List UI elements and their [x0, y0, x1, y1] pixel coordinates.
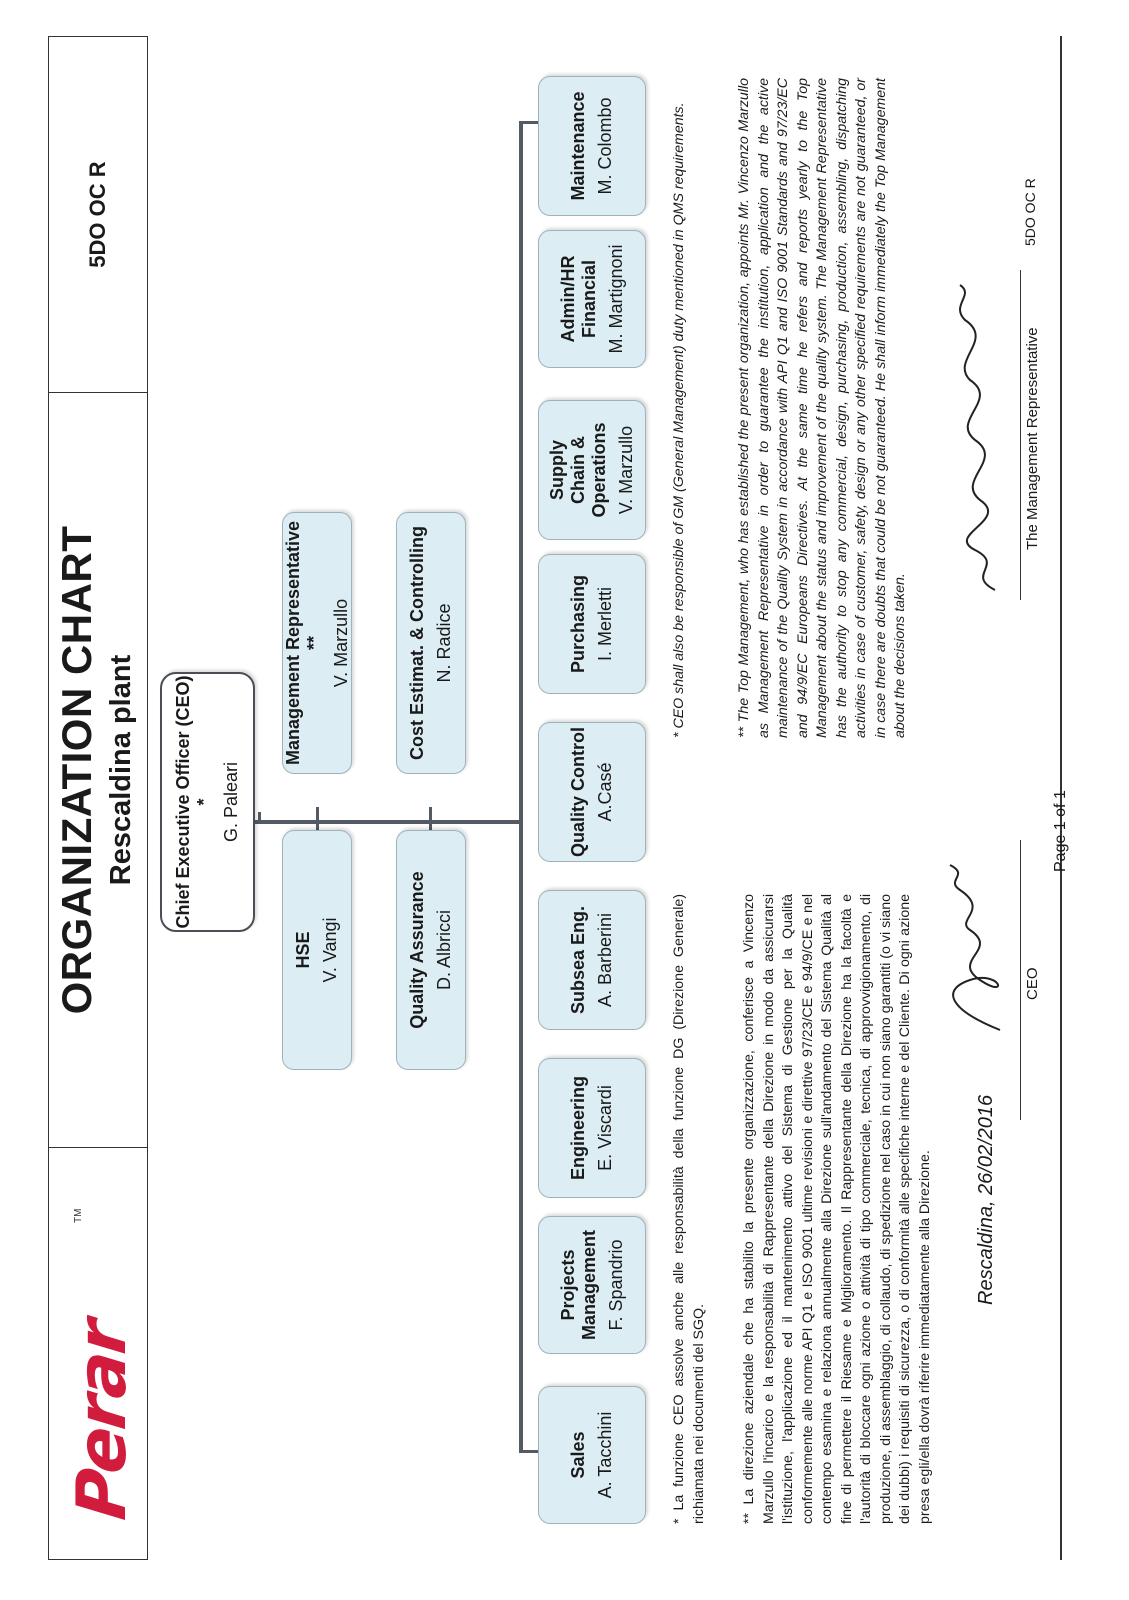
staff-name: V. Vangi	[320, 917, 340, 983]
dept-title: Admin/HR Financial	[557, 255, 599, 343]
ceo-signature-label: CEO	[1024, 967, 1041, 1000]
dept-title: Quality Control	[568, 727, 588, 857]
ceo-title: Chief Executive Officer (CEO) *	[173, 675, 214, 929]
dept-title: Supply Chain & Operations	[547, 422, 609, 518]
dept-title: Engineering	[568, 1076, 588, 1181]
dept-name: I. Merletti	[595, 587, 615, 662]
note-italian-ceo: * La funzione CEO assolve anche alle responsabilità della funzione DG (Direzione Generale) richiamata nei documenti del SGQ.	[671, 894, 707, 1524]
dept-box-purchasing	[538, 554, 646, 694]
staff-box-quality-assurance	[396, 830, 466, 1070]
perar-logo: Perar	[63, 1317, 142, 1524]
mr-branch-right	[258, 812, 261, 822]
dept-box-engineering	[538, 1058, 646, 1198]
logo-cell	[49, 1147, 147, 1559]
dept-name: E. Viscardi	[595, 1085, 615, 1171]
doc-code: 5DO OC R	[85, 161, 110, 268]
staff-box-hse	[282, 830, 352, 1070]
staff-name: D. Albricci	[434, 910, 454, 991]
ceo-trunk-line	[232, 820, 522, 824]
dept-name: A. Tacchini	[595, 1411, 615, 1499]
dept-box-quality-control	[538, 722, 646, 862]
page-subtitle: Rescaldina plant	[105, 654, 137, 886]
dept-box-sales	[538, 1386, 646, 1524]
note-english-mr: ** The Top Management, who has established the present organization, appoints Mr. Vincenzo Marzullo as Management Representative in order to guarantee the institution, application and the active maintenance of the Quality System in accordance with API Q1 and ISO 9001 Standards and 97/23/EC and 94/9/EC Europeans Directives. At the same time he refers and reports yearly to the Top Management about the status and improvement of the quality system. The Management Representative has the authority to stop any commercial, design, purchasing, production, assembling, dispatching activities in case of customer, safety, design or any other specified requirements are not guaranteed, or in case there are doubts that could be not guaranteed. He shall inform immediately the Top Management about the decisions taken.	[736, 78, 908, 738]
trademark-mark: TM	[73, 1208, 84, 1223]
staff-box-management-representative	[282, 512, 352, 774]
staff-title: Quality Assurance	[407, 871, 427, 1029]
note-english-ceo: * CEO shall also be responsible of GM (General Management) duty mentioned in QMS requirements.	[671, 102, 687, 738]
dept-title: Projects Management	[557, 1229, 599, 1340]
mr-signature	[935, 280, 1025, 600]
dept-name: M. Colombo	[595, 97, 615, 195]
dept-name: V. Marzullo	[616, 425, 636, 515]
page-title: ORGANIZATION CHART	[53, 525, 100, 1015]
department-bus-line	[519, 121, 523, 1453]
header-frame	[48, 36, 148, 1560]
dept-title: Purchasing	[568, 574, 588, 674]
ceo-signature	[930, 860, 1020, 1040]
dept-box-admin-hr	[538, 230, 646, 368]
dept-title: Sales	[568, 1431, 588, 1479]
staff-box-cost-estimation	[396, 512, 466, 774]
page-number: Page 1 of 1	[1052, 790, 1069, 872]
ceo-box	[160, 672, 255, 932]
staff-title: Cost Estimat. & Controlling	[407, 526, 427, 760]
mr-signature-label: The Management Representative	[1024, 327, 1041, 550]
dept-title: Maintenance	[568, 91, 588, 201]
note-italian-mr: ** La direzione aziendale che ha stabilito la presente organizzazione, conferisce a Vincenzo Marzullo l'incarico e la responsabilità di Rappresentante della Direzione in modo da assicurarsi l'istituzione, l'applicazione ed il mantenimento attivo del Sistema di Gestione per la Qualità conformemente alle norme API Q1 e ISO 9001 ultime revisioni e direttive 97/23/CE e 94/9/CE e nel contempo esamina e relaziona annualmente alla Direzione sull'andamento del Sistema Qualità al fine di permettere il Riesame e Miglioramento. Il Rappresentante della Direzione ha la facoltà e l'autorità di bloccare ogni azione o attività di tipo commerciale, tecnica, di approvvigionamento, di produzione, di assemblaggio, di collaudo, di spedizione nel caso in cui non siano garantiti (o vi siano dei dubbi) i requisiti di sicurezza, o di conformità alle specifiche interne e del Cliente. Di ogni azione presa egli/ella dovrà riferire immediatamente alla Direzione.	[741, 894, 933, 1524]
staff-name: V. Marzullo	[330, 598, 351, 688]
dept-name: M. Martignoni	[605, 244, 626, 354]
staff-title: HSE	[293, 931, 313, 969]
staff-name: N. Radice	[434, 603, 454, 683]
dept-name: A.Casé	[595, 762, 615, 822]
dept-box-projects-management	[538, 1216, 646, 1354]
dept-box-supply-chain	[538, 400, 646, 540]
doc-code-cell	[49, 37, 147, 393]
dept-name: F. Spandrio	[605, 1239, 626, 1331]
mr-signature-line	[1020, 270, 1021, 600]
dept-box-subsea-eng	[538, 890, 646, 1030]
dept-name: A. Barberini	[595, 912, 615, 1008]
dept-title: Subsea Eng.	[568, 905, 588, 1015]
doc-code-footer: 5DO OC R	[1022, 178, 1038, 246]
dept-box-maintenance	[538, 76, 646, 216]
ceo-signature-line	[1020, 840, 1021, 1120]
ceo-name: G. Paleari	[221, 761, 241, 843]
staff-title: Management Representative **	[282, 520, 324, 766]
place-date: Rescaldina, 26/02/2016	[975, 1094, 997, 1305]
